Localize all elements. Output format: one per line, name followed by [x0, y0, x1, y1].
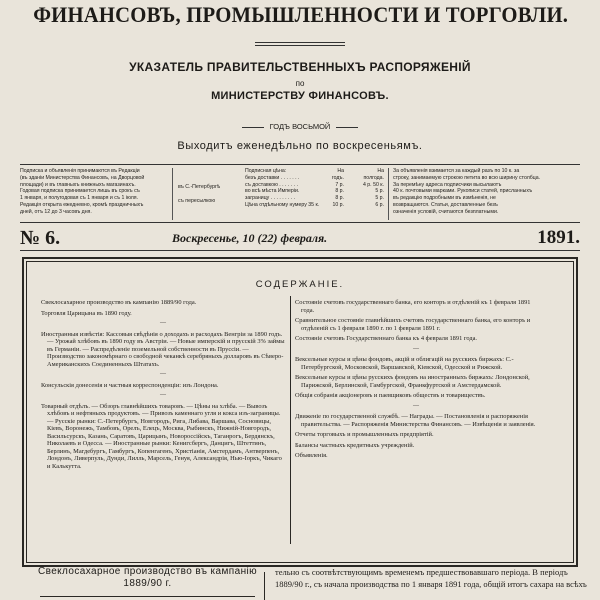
price-descriptions	[245, 168, 325, 209]
year-header: годъ.	[331, 174, 344, 181]
half-header: полгода.	[363, 174, 384, 181]
contents-entry: Иностранныя извѣстія: Кассовыя свѣдѣнія о доходахъ и расходахъ Венгріи за 1890 годъ. — Урожай хлѣбовъ въ 1890 году въ Австріи. — Новые имперскій и прусскій 3% займы въ Германіи. — Распредѣленіе поземельной собственности въ Пруссіи. — Производство закономѣрнаго о свободной чеканкѣ серебряныхъ долларовъ въ Сѣверо-Американскихъ Соединенныхъ Штатахъ.	[41, 330, 285, 368]
terms-line: дней, отъ 12 до 3 часовъ дня.	[20, 208, 92, 215]
issue-number: № 6.	[20, 227, 61, 249]
contents-entry: Вексельные курсы и цѣны фондовъ, акцій и облигацій на русскихъ биржахъ: С.-Петербургской, Московской, Варшавской, Кіевской, Одесской и Рижской.	[295, 356, 514, 371]
terms-line: Редакція открыта ежедневно, кромѣ праздничныхъ	[20, 201, 144, 208]
subscription-divider	[388, 168, 389, 220]
contents-entry: Состояніе счетовъ Государственнаго банка къ 4 февраля 1891 года.	[295, 335, 478, 342]
contents-entry: Отчеты торговыхъ и промышленныхъ предпріятій.	[295, 431, 434, 438]
year-dash-right	[336, 127, 358, 128]
terms-line: площади) и въ главныхъ книжныхъ магазинахъ.	[20, 181, 136, 188]
contents-entry: Вексельные курсы и цѣны русскихъ фондовъ на иностранныхъ биржахъ: Лондонской, Парижской, Берлинской, Гамбургской, Франкфуртской и Амстердамской.	[295, 374, 530, 389]
heading-rule	[40, 596, 255, 597]
contents-entry: Движеніе по государственной службѣ. — Награды. — Постановленія и распоряженія правительства. — Распоряженія Министерства Финансовъ. — Извѣщенія и заявленія.	[295, 413, 536, 428]
subscription-bottom-rule	[20, 222, 580, 223]
ad-terms-line: строку, занимаемую строкою петита во всю ширину столбца.	[393, 174, 541, 181]
advertising-terms	[393, 168, 580, 216]
issue-line	[20, 227, 580, 247]
entry-separator: —	[160, 371, 166, 377]
ad-terms-line: За перемѣну адреса подписчики высылаютъ	[393, 181, 502, 188]
ad-terms-line: 40 к. почтовыми марками. Рукописи статей, присланныхъ	[393, 188, 533, 195]
terms-line: Годовая подписка принимается лишь въ срокъ съ	[20, 188, 140, 195]
contents-entry: Товарный отдѣлъ. — Обзоръ главнѣйшихъ товаровъ. — Цѣны на хлѣба. — Вывозъ хлѣбовъ и нефтяныхъ продуктовъ. — Привозъ каменнаго угля и кокса изъ-заграницы. — Русскіе рынки: С.-Петербургъ, Новгородъ, Рига, Либава, Варшава, Сосновицы, Кіевъ, Воронежъ, Тамбовъ, Орелъ, Елецъ, Москва, Рыбинскъ, Нижній-Новгородъ, Васильсурскъ, Казань, Саратовъ, Царицынъ, Новороссійскъ, Таганрогъ, Бердянскъ, Николаевъ и Одесса. — Иностранные рынки: Кенигсбергъ, Данцигъ, Штеттинъ, Берлинъ, Магдебургъ, Гамбургъ, Копенгагенъ, Христіанія, Амстердамъ, Антверпенъ, Лондонъ, Ливерпуль, Дунди, Лилль, Марсель, Генуя, Александрія, Нью-Іоркъ, Чикаго и Калькутта.	[41, 402, 282, 470]
half-year-price-column	[350, 168, 384, 209]
subscription-info	[20, 168, 580, 220]
city-label: съ пересылкою	[178, 198, 216, 204]
half-price: 5 р.	[375, 188, 384, 195]
entry-separator: —	[160, 320, 166, 326]
contents-entry: Общія собранія акціонеровъ и паевщиковъ обществъ и товариществъ.	[295, 392, 486, 399]
price-header: Подписная цѣна:	[245, 168, 287, 174]
terms-line: (въ зданіи Министерства Финансовъ, на Дворцовой	[20, 174, 145, 181]
contents-entry: Объявленія.	[295, 452, 328, 459]
contents-box-inner	[26, 261, 574, 563]
half-header: На	[377, 168, 384, 174]
entry-separator: —	[413, 402, 419, 409]
ad-terms-line: означенія условій, считаются безплатными.	[393, 208, 499, 215]
year-header: На	[337, 168, 344, 174]
article-text: тельно съ соотвѣтствующимъ временемъ предшествовавшаго періода. В періодъ 1889/90 г., съ начала производства по 1 января 1891 года, общій итогъ сахара на всѣхъ	[275, 567, 587, 589]
price-line: безъ доставки . . . . . . .	[245, 174, 300, 181]
article-heading: Свеклосахарное производство въ кампанію 1889/90 г.	[37, 566, 258, 589]
issue-bottom-rule	[20, 250, 580, 251]
year-line	[0, 122, 600, 131]
contents-entry: Свеклосахарное производство въ кампанію 1889/90 года.	[41, 299, 197, 306]
year-label: ГОДЪ ВОСЬМОЙ	[269, 122, 331, 131]
contents-entry: Сравнительное состояніе главнѣйшихъ счетовъ государственнаго банка, его конторъ и отдѣленій съ 1 февраля 1890 г. по 1 февраля 1891 г.	[295, 317, 531, 332]
ad-terms-line: возвращаются. Статьи, доставленные безъ	[393, 201, 498, 208]
subscription-top-rule	[20, 164, 580, 165]
city-label: въ С.-Петербургѣ	[178, 184, 221, 190]
year-dash-left	[242, 127, 264, 128]
contents-column-divider	[290, 296, 291, 544]
contents-entry: Балансы частныхъ кредитныхъ учрежденій.	[295, 441, 415, 449]
subscription-terms	[20, 168, 170, 216]
half-price: 6 р.	[375, 201, 384, 208]
price-line: во всѣ мѣста Имперіи.	[245, 188, 300, 195]
terms-line: 1 января, и полугодовая съ 1 января и съ 1 іюля.	[20, 195, 139, 202]
subscription-divider	[172, 168, 173, 220]
contents-left-column	[41, 299, 285, 473]
masthead-double-rule	[255, 42, 345, 46]
ad-terms-line: За объявленія взимается за каждый разъ по 10 к. за	[393, 168, 520, 174]
year-price: 8 р.	[335, 195, 344, 202]
price-line: заграницу . . . . . . . . .	[245, 195, 296, 202]
year-price: 7 р.	[335, 181, 344, 188]
contents-title: СОДЕРЖАНІЕ.	[255, 279, 345, 290]
issue-year: 1891.	[537, 227, 580, 248]
contents-entry: Состояніе счетовъ государственнаго банка, его конторъ и отдѣленій къ 1 февраля 1891 года.	[295, 299, 531, 314]
contents-entry: Торговля Царицына въ 1890 году.	[41, 309, 132, 317]
contents-right-column	[295, 299, 537, 463]
article-column-divider	[264, 572, 265, 600]
masthead-title: ФИНАНСОВЪ, ПРОМЫШЛЕННОСТИ И ТОРГОВЛИ.	[33, 2, 569, 27]
half-price: 5 р.	[375, 195, 384, 202]
half-price: 4 р. 50 к.	[362, 181, 384, 188]
contents-entry: Консульскія донесенія и частныя корреспонденціи: изъ Лондона.	[41, 381, 219, 389]
terms-line: Подписка и объявленія принимаются въ Редакціи	[20, 168, 140, 174]
price-line: съ доставкою . . . . . . .	[245, 181, 299, 188]
entry-separator: —	[160, 392, 166, 398]
subtitle-preposition: по	[295, 79, 305, 88]
ministry-name: МИНИСТЕРСТВУ ФИНАНСОВЪ.	[211, 90, 389, 102]
publication-schedule: Выходитъ еженедѣльно по воскресеньямъ.	[177, 140, 423, 152]
contents-box	[22, 257, 578, 567]
gazette-subtitle: УКАЗАТЕЛЬ ПРАВИТЕЛЬСТВЕННЫХЪ РАСПОРЯЖЕНІЙ	[129, 60, 471, 74]
year-price: 10 р.	[332, 201, 344, 208]
price-line: Цѣна отдѣльному нумеру 35 к.	[245, 201, 320, 208]
year-price-column	[320, 168, 344, 209]
entry-separator: —	[413, 345, 419, 352]
ad-terms-line: въ редакцію подробными въ измѣненія, не	[393, 195, 496, 202]
city-labels	[178, 180, 238, 208]
issue-date: Воскресенье, 10 (22) февраля.	[172, 231, 328, 245]
year-price: 8 р.	[335, 188, 344, 195]
